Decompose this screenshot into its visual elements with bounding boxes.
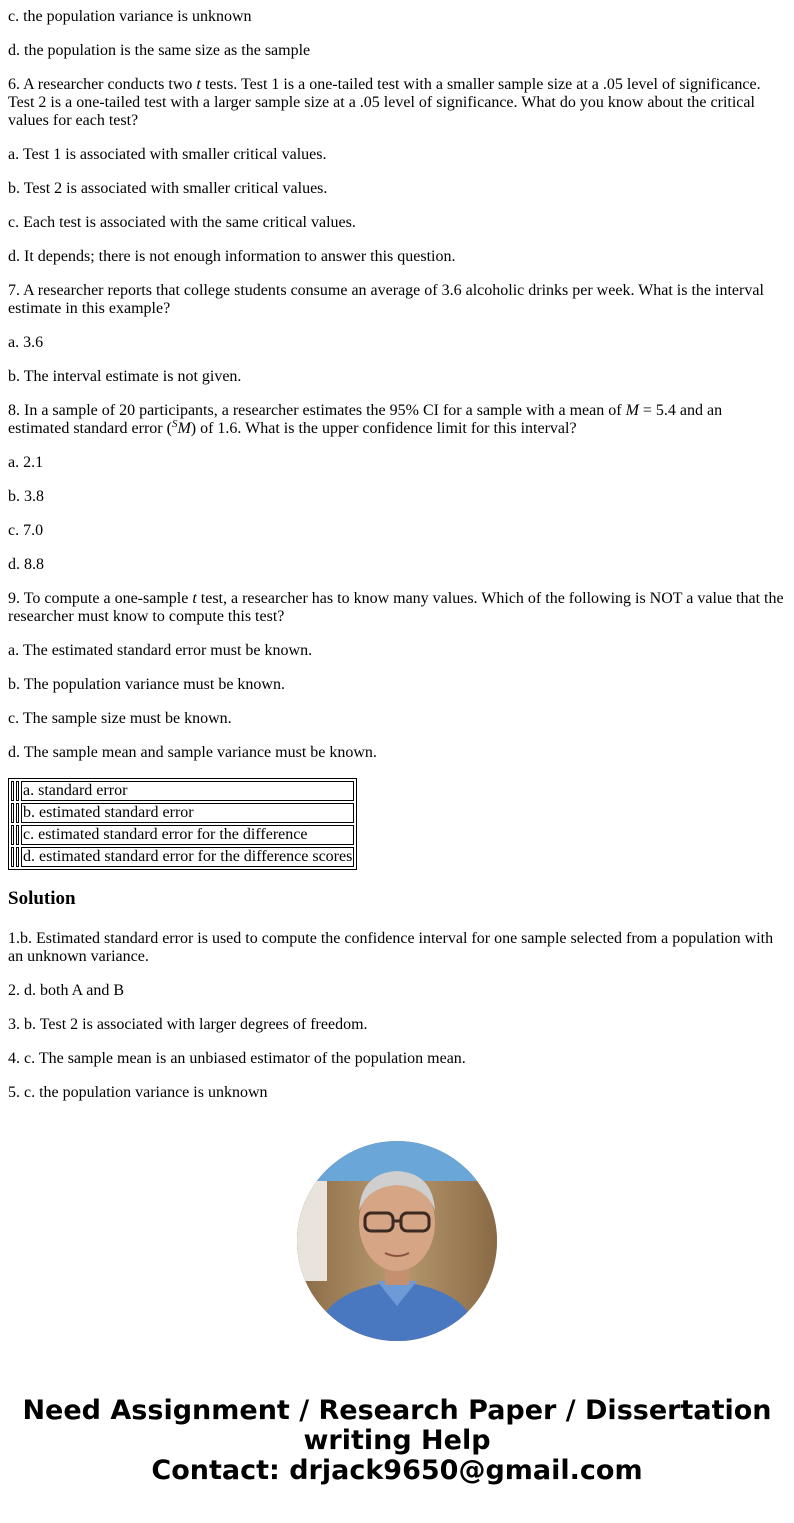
q6-option-c: c. Each test is associated with the same critical values.: [8, 214, 356, 231]
solution-heading: Solution: [8, 888, 76, 909]
q7-option-a: a. 3.6: [8, 334, 44, 351]
table-cell-empty: [16, 781, 19, 801]
q9-option-b: b. The population variance must be known.: [8, 676, 285, 693]
table-cell-empty: [11, 803, 14, 823]
q8-stem: 8. In a sample of 20 participants, a researcher estimates the 95% CI for a sample with a mean of M = 5.4 and an estimated standard error ($^S$M) of 1.6. What is the upper confidence limit for this interval?: [8, 402, 723, 437]
q6-option-b: b. Test 2 is associated with smaller critical values.: [8, 180, 328, 197]
q8-option-d: d. 8.8: [8, 556, 44, 573]
table-cell-empty: [16, 825, 19, 845]
solution-answer-1: 1.b. Estimated standard error is used to compute the confidence interval for one sample selected from a population with an unknown variance.: [8, 930, 774, 965]
q8-option-c: c. 7.0: [8, 522, 44, 539]
solution-answer-5: 5. c. the population variance is unknown: [8, 1084, 268, 1101]
q8-option-a: a. 2.1: [8, 454, 44, 471]
q7-option-b: b. The interval estimate is not given.: [8, 368, 242, 385]
table-row: [11, 847, 354, 867]
q5-option-d: d. the population is the same size as the sample: [8, 42, 311, 59]
table-cell-empty: [11, 781, 14, 801]
options-table: [8, 778, 357, 870]
promo-banner: [8, 1396, 786, 1486]
q9-option-c: c. The sample size must be known.: [8, 710, 232, 727]
q5-option-c: c. the population variance is unknown: [8, 8, 252, 25]
solution-answer-4: 4. c. The sample mean is an unbiased estimator of the population mean.: [8, 1050, 466, 1067]
table-row: [11, 803, 354, 823]
promo-line-1: Need Assignment / Research Paper / Dissertation: [22, 1395, 772, 1426]
table-row: [11, 825, 354, 845]
q7-stem: 7. A researcher reports that college students consume an average of 3.6 alcoholic drinks per week. What is the interval estimate in this example?: [8, 282, 764, 317]
q9-option-a: a. The estimated standard error must be known.: [8, 642, 313, 659]
table-cell: c. estimated standard error for the difference: [21, 825, 354, 845]
table-row: [11, 781, 354, 801]
promo-contact: Contact: drjack9650@gmail.com: [151, 1455, 643, 1486]
q9-option-d: d. The sample mean and sample variance must be known.: [8, 744, 377, 761]
table-cell-empty: [16, 847, 19, 867]
q9-stem: 9. To compute a one-sample t test, a researcher has to know many values. Which of the following is NOT a value that the researcher must know to compute this test?: [8, 590, 784, 625]
table-cell: a. standard error: [21, 781, 354, 801]
author-portrait-icon: [297, 1141, 497, 1341]
q6-option-d: d. It depends; there is not enough information to answer this question.: [8, 248, 456, 265]
q6-option-a: a. Test 1 is associated with smaller critical values.: [8, 146, 327, 163]
author-photo-container: [8, 1141, 786, 1346]
promo-line-2: writing Help: [303, 1425, 491, 1456]
solution-answer-2: 2. d. both A and B: [8, 982, 125, 999]
table-cell-empty: [11, 847, 14, 867]
table-cell-empty: [16, 803, 19, 823]
table-cell: b. estimated standard error: [21, 803, 354, 823]
solution-answer-3: 3. b. Test 2 is associated with larger degrees of freedom.: [8, 1016, 368, 1033]
author-photo: [297, 1141, 497, 1341]
table-cell-empty: [11, 825, 14, 845]
table-cell: d. estimated standard error for the difference scores: [23, 848, 353, 865]
q6-stem: 6. A researcher conducts two t tests. Test 1 is a one-tailed test with a smaller sample size at a .05 level of significance. Test 2 is a one-tailed test with a larger sample size at a .05 level of significance. What do you know about the critical values for each test?: [8, 76, 761, 129]
q8-option-b: b. 3.8: [8, 488, 44, 505]
